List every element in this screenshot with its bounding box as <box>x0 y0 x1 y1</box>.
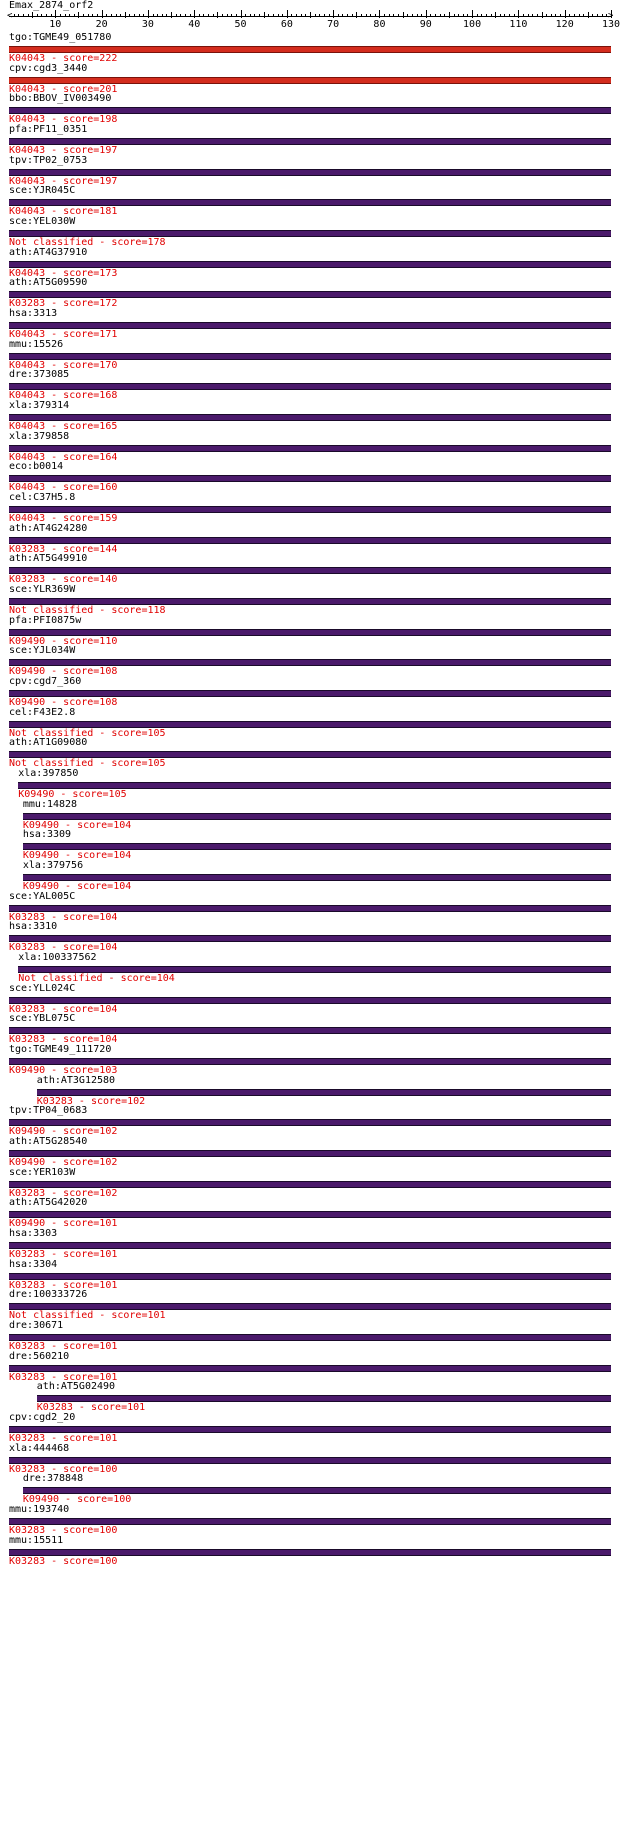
hit-ko-score-link[interactable]: K03283 - score=104 <box>9 942 118 954</box>
alignment-bar <box>9 475 611 482</box>
hit-gene-link[interactable]: tgo:TGME49_051780 <box>9 32 112 43</box>
hit-gene-link[interactable]: tpv:TP02_0753 <box>9 154 88 166</box>
hit-ko-score-link[interactable]: K04043 - score=164 <box>9 451 118 463</box>
hit-gene-link[interactable]: sce:YBL075C <box>9 1013 76 1025</box>
alignment-bar <box>9 169 611 176</box>
ruler-tick-label: 90 <box>419 19 432 30</box>
alignment-bar <box>9 445 611 452</box>
hit-gene-link[interactable]: mmu:15511 <box>9 1534 64 1546</box>
hit-gene-link[interactable]: tpv:TP04_0683 <box>9 1105 88 1117</box>
alignment-bar <box>23 843 611 850</box>
hit-gene-link[interactable]: cpv:cgd2_20 <box>9 1412 76 1424</box>
alignment-bar <box>9 107 611 114</box>
hit-ko-score-link[interactable]: K09490 - score=105 <box>18 789 127 801</box>
alignment-bar <box>18 782 611 789</box>
hit-gene-link[interactable]: ath:AT4G37910 <box>9 246 88 258</box>
hit-ko-score-link[interactable]: K03283 - score=101 <box>9 1249 118 1261</box>
hit-gene-link[interactable]: ath:AT5G28540 <box>9 1136 88 1148</box>
alignment-bar <box>9 751 611 758</box>
alignment-bar <box>9 1365 611 1372</box>
hit-gene-link[interactable]: cpv:cgd3_3440 <box>9 62 88 74</box>
hit-ko-score-link[interactable]: K03283 - score=101 <box>9 1341 118 1353</box>
hit-ko-score-link[interactable]: K04043 - score=165 <box>9 421 118 433</box>
hit-gene-link[interactable]: xla:397850 <box>18 768 79 780</box>
alignment-bar <box>9 1426 611 1433</box>
alignment-bar <box>9 1549 611 1556</box>
hit-gene-link[interactable]: mmu:14828 <box>22 798 78 810</box>
alignment-bar <box>9 1273 611 1280</box>
ruler-tick-label: 70 <box>327 19 340 30</box>
hit-gene-link[interactable]: dre:30671 <box>9 1320 64 1332</box>
hit-gene-link[interactable]: pfa:PF11_0351 <box>9 124 88 135</box>
ruler-tick-label: 30 <box>141 19 154 30</box>
hit-ko-score-link[interactable]: K03283 - score=144 <box>9 543 118 555</box>
alignment-bar <box>9 935 611 942</box>
alignment-bar <box>9 690 611 697</box>
query-title: Emax_2874_orf2 <box>9 0 94 11</box>
hit-gene-link[interactable]: dre:560210 <box>9 1350 70 1362</box>
hit-gene-link[interactable]: cpv:cgd7_360 <box>9 676 82 688</box>
hit-ko-score-link[interactable]: Not classified - score=104 <box>18 973 175 985</box>
alignment-bar <box>9 261 611 268</box>
alignment-bar <box>9 1058 611 1065</box>
alignment-bar <box>9 383 611 390</box>
ruler-tick-label: 40 <box>188 19 201 30</box>
alignment-bar <box>9 353 611 360</box>
hit-gene-link[interactable]: ath:AT5G42020 <box>9 1197 88 1209</box>
alignment-bar <box>37 1089 611 1096</box>
hit-gene-link[interactable]: dre:378848 <box>22 1473 84 1485</box>
alignment-bar <box>9 1150 611 1157</box>
hit-ko-score-link[interactable]: K04043 - score=173 <box>9 267 118 279</box>
hit-gene-link[interactable]: ath:AT5G49910 <box>9 553 88 565</box>
hit-ko-score-link[interactable]: K04043 - score=168 <box>9 390 118 402</box>
ruler-tick-label: 120 <box>555 19 574 30</box>
hit-gene-link[interactable]: ath:AT1G09080 <box>9 737 88 749</box>
alignment-bar <box>9 1211 611 1218</box>
alignment-bar <box>9 721 611 728</box>
hit-row <box>9 1535 611 1571</box>
hit-ko-score-link[interactable]: K04043 - score=160 <box>9 482 118 494</box>
hit-ko-score-link[interactable]: K04043 - score=197 <box>9 175 118 187</box>
hit-gene-link[interactable]: sce:YEL030W <box>9 216 76 228</box>
alignment-bar <box>9 537 611 544</box>
hit-ko-score-link[interactable]: K03283 - score=101 <box>36 1402 146 1414</box>
hit-gene-link[interactable]: cel:C37H5.8 <box>9 492 76 504</box>
hit-gene-link[interactable]: sce:YAL005C <box>9 890 76 902</box>
hit-gene-link[interactable]: xla:379858 <box>9 430 70 442</box>
hit-ko-score-link[interactable]: K04043 - score=222 <box>9 53 118 64</box>
hit-gene-link[interactable]: pfa:PFI0875w <box>9 614 82 626</box>
alignment-bar <box>23 813 611 820</box>
alignment-bar <box>9 598 611 605</box>
hit-ko-score-link[interactable]: K09490 - score=104 <box>22 819 132 831</box>
hit-gene-link[interactable]: hsa:3309 <box>22 829 72 841</box>
hit-gene-link[interactable]: cel:F43E2.8 <box>9 706 76 718</box>
alignment-bar <box>9 199 611 206</box>
alignment-bar <box>9 997 611 1004</box>
hit-gene-link[interactable]: mmu:193740 <box>9 1504 70 1516</box>
hit-ko-score-link[interactable]: Not classified - score=105 <box>9 727 166 739</box>
hit-ko-score-link[interactable]: K09490 - score=108 <box>9 697 118 709</box>
hit-ko-score-link[interactable]: K03283 - score=101 <box>9 1433 118 1445</box>
hit-gene-link[interactable]: bbo:BBOV_IV003490 <box>9 93 112 105</box>
hit-gene-link[interactable]: ath:AT3G12580 <box>36 1074 116 1086</box>
ruler-tick-label: 130 <box>601 19 620 30</box>
hit-ko-score-link[interactable]: K04043 - score=181 <box>9 206 118 218</box>
hit-ko-score-link[interactable]: K09490 - score=104 <box>22 881 132 893</box>
ruler-tick-label: 20 <box>95 19 108 30</box>
alignment-bar <box>9 138 611 145</box>
hit-gene-link[interactable]: ath:AT5G09590 <box>9 277 88 289</box>
hit-ko-score-link[interactable]: K09490 - score=103 <box>9 1065 118 1077</box>
hit-gene-link[interactable]: hsa:3313 <box>9 308 58 320</box>
hit-ko-score-link[interactable]: K03283 - score=104 <box>9 1003 118 1015</box>
ruler-tick-label: 110 <box>509 19 528 30</box>
alignment-bar <box>23 874 611 881</box>
hit-gene-link[interactable]: hsa:3304 <box>9 1258 58 1270</box>
hit-ko-score-link[interactable]: K03283 - score=104 <box>9 911 118 923</box>
hit-ko-score-link[interactable]: K09490 - score=100 <box>22 1494 132 1506</box>
hit-ko-score-link[interactable]: K03283 - score=102 <box>36 1095 146 1107</box>
alignment-bar <box>18 966 611 973</box>
hit-gene-link[interactable]: xla:379314 <box>9 400 70 412</box>
hit-gene-link[interactable]: sce:YJL034W <box>9 645 76 657</box>
alignment-bar <box>9 567 611 574</box>
hit-gene-link[interactable]: sce:YLR369W <box>9 584 76 596</box>
hit-ko-score-link[interactable]: K04043 - score=198 <box>9 114 118 126</box>
hit-ko-score-link[interactable]: K04043 - score=171 <box>9 329 118 341</box>
hit-ko-score-link[interactable]: K03283 - score=102 <box>9 1187 118 1199</box>
hit-ko-score-link[interactable]: K03283 - score=172 <box>9 298 118 310</box>
ruler-tick-label: 100 <box>463 19 482 30</box>
alignment-bar <box>9 414 611 421</box>
hit-gene-link[interactable]: xla:379756 <box>22 860 84 872</box>
hit-gene-link[interactable]: hsa:3303 <box>9 1228 58 1240</box>
ruler-tick-label: 80 <box>373 19 386 30</box>
hit-gene-link[interactable]: mmu:15526 <box>9 338 64 350</box>
alignment-bar <box>23 1487 611 1494</box>
ruler-left-arrow: < <box>7 11 13 21</box>
ruler-tick-label: 50 <box>234 19 247 30</box>
hit-ko-score-link[interactable]: K09490 - score=101 <box>9 1218 118 1230</box>
hit-ko-score-link[interactable]: K03283 - score=100 <box>9 1525 118 1537</box>
hit-gene-link[interactable]: ath:AT5G02490 <box>36 1381 116 1393</box>
alignment-bar <box>9 506 611 513</box>
alignment-bar <box>9 659 611 666</box>
hit-ko-score-link[interactable]: Not classified - score=178 <box>9 237 166 249</box>
alignment-bar <box>9 1181 611 1188</box>
hit-gene-link[interactable]: tgo:TGME49_111720 <box>9 1044 112 1056</box>
hit-gene-link[interactable]: ath:AT4G24280 <box>9 522 88 534</box>
hit-gene-link[interactable]: dre:100333726 <box>9 1289 88 1301</box>
hit-gene-link[interactable]: sce:YER103W <box>9 1166 76 1178</box>
hit-gene-link[interactable]: xla:100337562 <box>18 952 97 964</box>
alignment-bar <box>9 1334 611 1341</box>
hit-ko-score-link[interactable]: K09490 - score=104 <box>22 850 132 862</box>
hit-ko-score-link[interactable]: K03283 - score=140 <box>9 574 118 586</box>
alignment-bar <box>9 629 611 636</box>
hit-ko-score-link[interactable]: K03283 - score=100 <box>9 1463 118 1475</box>
alignment-bar <box>9 1027 611 1034</box>
alignment-bar <box>9 77 611 84</box>
ruler-tick-label: 60 <box>280 19 293 30</box>
alignment-bar <box>9 1242 611 1249</box>
alignment-bar <box>9 322 611 329</box>
alignment-bar <box>9 1119 611 1126</box>
hit-ko-score-link[interactable]: K04043 - score=197 <box>9 145 118 156</box>
hit-gene-link[interactable]: eco:b0014 <box>9 461 64 473</box>
hit-ko-score-link[interactable]: K09490 - score=108 <box>9 666 118 678</box>
hit-gene-link[interactable]: dre:373085 <box>9 369 70 381</box>
alignment-bar <box>37 1395 611 1402</box>
ruler-tick-label: 10 <box>49 19 62 30</box>
hit-ko-score-link[interactable]: Not classified - score=105 <box>9 758 166 770</box>
alignment-bar <box>9 1518 611 1525</box>
alignment-bar <box>9 1457 611 1464</box>
hit-ko-score-link[interactable]: K04043 - score=159 <box>9 513 118 525</box>
hit-ko-score-link[interactable]: K03283 - score=100 <box>9 1555 118 1567</box>
hit-ko-score-link[interactable]: K09490 - score=102 <box>9 1157 118 1169</box>
alignment-bar <box>9 905 611 912</box>
hit-gene-link[interactable]: hsa:3310 <box>9 921 58 933</box>
ruler-right-arrow: > <box>608 11 614 21</box>
hit-ko-score-link[interactable]: Not classified - score=118 <box>9 605 166 617</box>
alignment-bar <box>9 46 611 53</box>
hit-ko-score-link[interactable]: K09490 - score=102 <box>9 1126 118 1138</box>
hit-ko-score-link[interactable]: K09490 - score=110 <box>9 635 118 647</box>
alignment-bar <box>9 291 611 298</box>
hit-ko-score-link[interactable]: K03283 - score=101 <box>9 1279 118 1291</box>
hit-gene-link[interactable]: sce:YJR045C <box>9 185 76 197</box>
alignment-bar <box>9 230 611 237</box>
hit-ko-score-link[interactable]: K03283 - score=104 <box>9 1034 118 1046</box>
hit-gene-link[interactable]: xla:444468 <box>9 1442 70 1454</box>
alignment-bar <box>9 1303 611 1310</box>
hit-ko-score-link[interactable]: Not classified - score=101 <box>9 1310 166 1322</box>
hit-ko-score-link[interactable]: K03283 - score=101 <box>9 1371 118 1383</box>
hit-gene-link[interactable]: sce:YLL024C <box>9 982 76 994</box>
hit-ko-score-link[interactable]: K04043 - score=201 <box>9 83 118 95</box>
hit-ko-score-link[interactable]: K04043 - score=170 <box>9 359 118 371</box>
